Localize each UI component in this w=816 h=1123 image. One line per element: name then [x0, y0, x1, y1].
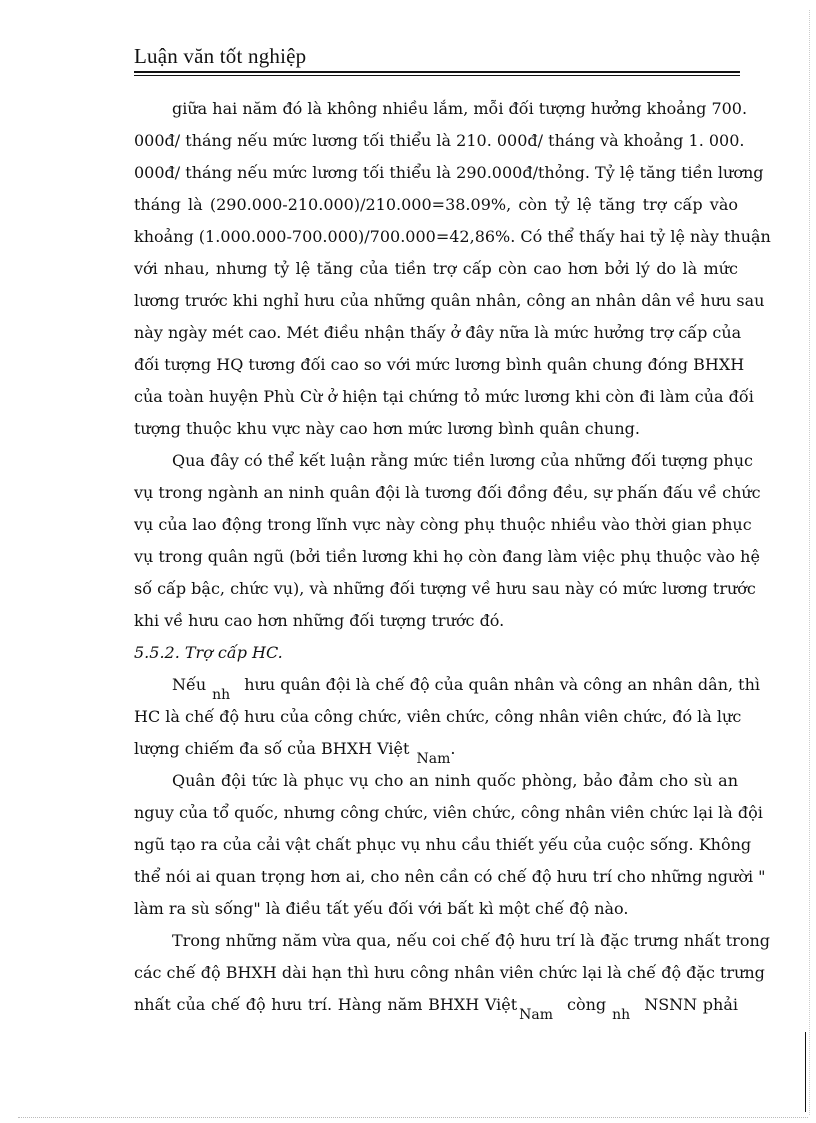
text-line: nhất của chế độ hưu trí. Hàng năm BHXH ViệtNamcòngnhNSNN phải [134, 995, 739, 1023]
text-line: nguy của tổ quốc, nhưng công chức, viên chức, công nhân viên chức lại là đội [134, 803, 763, 822]
page-border-vertical-line [805, 1032, 806, 1112]
text-line: các chế độ BHXH dài hạn thì hưu công nhân viên chức lại là chế độ đặc trưng [134, 963, 765, 982]
text-line: của toàn huyện Phù Cừ ở hiện tại chứng tỏ mức lương khi còn đi làm của đối [134, 387, 754, 406]
text-line: Qua đây có thể kết luận rằng mức tiền lương của những đối tượng phục [172, 451, 753, 470]
text-line: Nếunhhưu quân đội là chế độ của quân nhân và công an nhân dân, thì [172, 675, 761, 703]
page-header-title: Luận văn tốt nghiệp [134, 44, 307, 68]
text-line: vụ của lao động trong lĩnh vực này còng phụ thuộc nhiều vào thời gian phục [134, 515, 752, 534]
document-body [134, 93, 771, 1023]
text-line: Trong những năm vừa qua, nếu coi chế độ hưu trí là đặc trưng nhất trong [172, 931, 771, 950]
text-line: tượng thuộc khu vực này cao hơn mức lương bình quân chung. [134, 419, 640, 438]
text-line: lương trước khi nghỉ hưu của những quân nhân, công an nhân dân về hưu sau [134, 291, 765, 310]
paragraph-block-2 [134, 765, 771, 989]
text-line: này ngày mét cao. Mét điều nhận thấy ở đây nữa là mức hưởng trợ cấp của [134, 323, 742, 342]
section-heading: 5.5.2. Trợ cấp HC. [134, 643, 283, 662]
header-rule-thick [134, 71, 740, 73]
text-line: khoảng (1.000.000-700.000)/700.000=42,86%. Có thể thấy hai tỷ lệ này thuận [134, 227, 771, 246]
text-line: HC là chế độ hưu của công chức, viên chức, công nhân viên chức, đó là lực [134, 707, 742, 726]
text-line: vụ trong quân ngũ (bởi tiền lương khi họ còn đang làm việc phụ thuộc vào hệ [134, 547, 760, 566]
text-line: làm ra sù sống" là điều tất yếu đối với bất kì một chế độ nào. [134, 899, 629, 918]
text-line: 000đ/ tháng nếu mức lương tối thiểu là 210. 000đ/ tháng và khoảng 1. 000. [134, 131, 745, 150]
text-line: 000đ/ tháng nếu mức lương tối thiểu là 290.000đ/thỏng. Tỷ lệ tăng tiền lương [134, 163, 764, 182]
text-line: thể nói ai quan trọng hơn ai, cho nên cần có chế độ hưu trí cho những người " [134, 867, 766, 886]
text-line: giữa hai năm đó là không nhiều lắm, mỗi đối tượng hưởng khoảng 700. [172, 99, 748, 118]
text-line: với nhau, nhưng tỷ lệ tăng của tiền trợ cấp còn cao hơn bởi lý do là mức [134, 259, 738, 278]
text-line: ngũ tạo ra của cải vật chất phục vụ nhu cầu thiết yếu của cuộc sống. Không [134, 835, 752, 854]
text-line: Quân đội tức là phục vụ cho an ninh quốc phòng, bảo đảm cho sù an [172, 771, 738, 790]
page-right-dotted-border [809, 10, 810, 1115]
text-line: vụ trong ngành an ninh quân đội là tương đối đồng đều, sự phấn đấu về chức [134, 483, 761, 502]
paragraph-block-1 [134, 93, 771, 637]
text-line: tháng là (290.000-210.000)/210.000=38.09%, còn tỷ lệ tăng trợ cấp vào [134, 195, 738, 214]
page-bottom-dotted-border [18, 1117, 808, 1118]
header-rule-thin [134, 75, 740, 76]
text-line: lượng chiếm đa số của BHXH Việt Nam. [134, 739, 456, 767]
text-line: đối tượng HQ tương đối cao so với mức lương bình quân chung đóng BHXH [134, 355, 745, 374]
text-line: số cấp bậc, chức vụ), và những đối tượng về hưu sau này có mức lương trước [134, 579, 756, 598]
text-line: khi về hưu cao hơn những đối tượng trước đó. [134, 611, 505, 630]
